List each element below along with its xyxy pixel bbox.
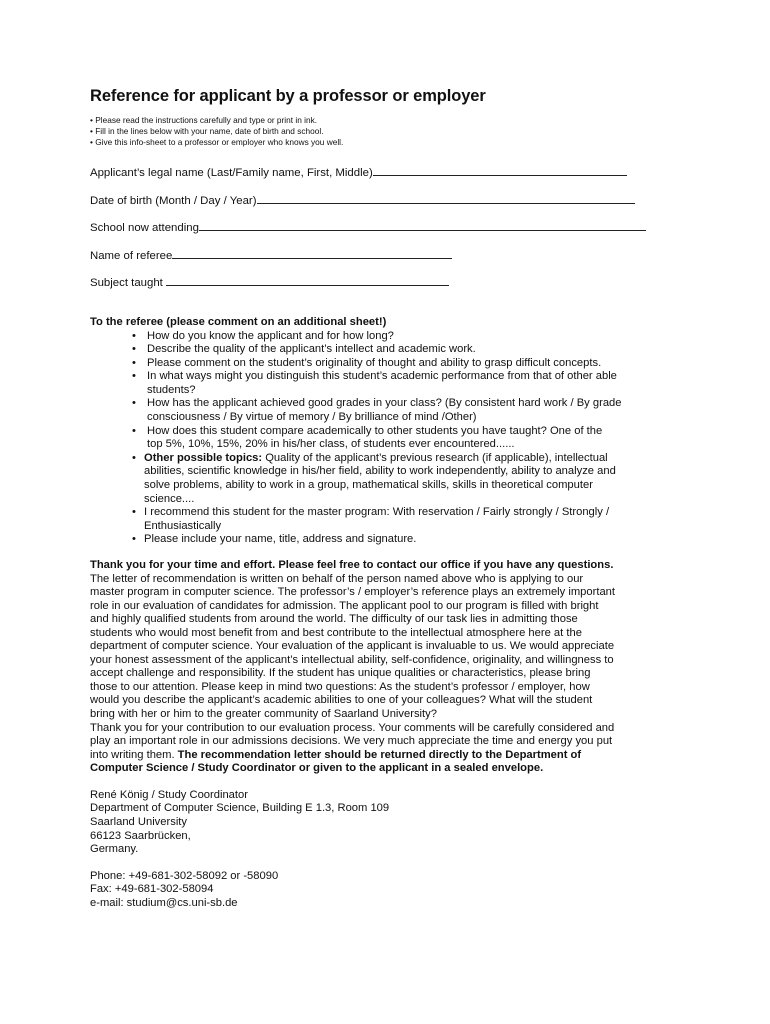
instruction-item: • Give this info-sheet to a professor or employer who knows you well. bbox=[90, 137, 690, 148]
school-line[interactable] bbox=[199, 220, 646, 231]
bullet-icon: • bbox=[132, 424, 136, 437]
referee-question: • Describe the quality of the applicant’s intellect and academic work. bbox=[132, 343, 476, 356]
school-label: School now attending bbox=[90, 222, 199, 234]
bullet-icon: • bbox=[132, 356, 136, 369]
date-of-birth-line[interactable] bbox=[257, 193, 635, 204]
subject-taught-label: Subject taught bbox=[90, 277, 166, 289]
referee-name-line[interactable] bbox=[172, 248, 452, 259]
fax-number: Fax: +49-681-302-58094 bbox=[90, 883, 214, 896]
page-title: Reference for applicant by a professor or employer bbox=[90, 87, 486, 105]
date-of-birth-label: Date of birth (Month / Day / Year) bbox=[90, 194, 257, 207]
email-address[interactable]: e-mail: studium@cs.uni-sb.de bbox=[90, 896, 238, 909]
coordinator-name: René König / Study Coordinator bbox=[90, 788, 248, 801]
bullet-icon: • bbox=[132, 343, 136, 356]
referee-question: • How do you know the applicant and for how long? bbox=[132, 329, 394, 342]
return-instruction-cont: Computer Science / Study Coordinator or given to the applicant in a sealed envelope. bbox=[90, 762, 544, 775]
referee-heading: To the referee (please comment on an additional sheet!) bbox=[90, 316, 387, 328]
referee-question: • Other possible topics: Quality of the applicant’s previous research (if applicable), intellectual abilities, scientific knowledge in his/her field, ability to work independently, ability to analyze and solve problems, ability to work in a group, mathematical skills, skills in theoretical computer science.... bbox=[132, 451, 616, 505]
phone-number: Phone: +49-681-302-58092 or -58090 bbox=[90, 869, 279, 882]
contact-block bbox=[90, 870, 690, 911]
subject-taught-line[interactable] bbox=[166, 275, 449, 286]
instruction-item: • Please read the instructions carefully and type or print in ink. bbox=[90, 115, 690, 126]
subject-taught-field[interactable] bbox=[90, 275, 690, 289]
referee-question: • How has the applicant achieved good grades in your class? (By consistent hard work / By grade consciousness / By virtue of memory / By brilliance of mind /Other) bbox=[132, 397, 622, 424]
referee-question: • How does this student compare academically to other students you have taught? One of the top 5%, 10%, 15%, 20% in his/her class, of students ever encountered...... bbox=[132, 424, 603, 451]
bullet-icon: • bbox=[132, 533, 136, 546]
date-of-birth-field[interactable] bbox=[90, 193, 690, 207]
school-field[interactable] bbox=[90, 220, 690, 234]
applicant-name-field[interactable] bbox=[90, 165, 690, 179]
referee-question: • Please comment on the student’s originality of thought and ability to grasp difficult concepts. bbox=[132, 356, 602, 369]
other-topics-label: Other possible topics: bbox=[144, 451, 263, 464]
referee-name-field[interactable] bbox=[90, 248, 690, 262]
referee-questions bbox=[90, 330, 690, 548]
referee-question: • I recommend this student for the master program: With reservation / Fairly strongly / Strongly / Enthusiastically bbox=[132, 506, 610, 532]
referee-question: • In what ways might you distinguish this student’s academic performance from that of other able students? bbox=[132, 370, 617, 396]
bullet-icon: • bbox=[132, 397, 136, 410]
bullet-icon: • bbox=[132, 506, 136, 519]
instruction-item: • Fill in the lines below with your name, date of birth and school. bbox=[90, 126, 690, 137]
applicant-name-label: Applicant’s legal name (Last/Family name, First, Middle) bbox=[90, 167, 373, 179]
reference-form-page bbox=[90, 86, 690, 911]
applicant-name-line[interactable] bbox=[373, 165, 627, 176]
instructions-list bbox=[90, 115, 690, 148]
address-block: René König / Study Coordinator Department of Computer Science, Building E 1.3, Room 109 Saarland University 66123 Saarbrücken, Germany. bbox=[90, 789, 690, 857]
referee-question: • Please include your name, title, address and signature. bbox=[132, 533, 417, 546]
bullet-icon: • bbox=[132, 329, 136, 342]
return-instruction: The recommendation letter should be returned directly to the Department of bbox=[177, 748, 582, 761]
thank-you-paragraph: Thank you for your time and effort. Please feel free to contact our office if you have any questions. The letter of recommendation is written on behalf of the person named above who is applying to our master program in computer science. The professor’s / employer’s reference plays an extremely important role in our evaluation of candidates for admission. The applicant pool to our program is filled with bright and highly qualified students from around the world. The difficulty of our task lies in admitting those students who would most benefit from and best contribute to the intellectual atmosphere here at the department of computer science. Your evaluation of the applicant is invaluable to us. We would appreciate your honest assessment of the applicant’s intellectual ability, self-confidence, originality, and willingness to accept challenge and responsibility. If the student has unique qualities or characteristics, please bring those to our attention. Please keep in mind two questions: As the student’s professor / employer, how would you describe the applicant’s academic abilities to one of your colleagues? What will the student bring with her or him to the greater community of Saarland University? Thank you for your contribution to our evaluation process. Your comments will be carefully considered and play an important role in our admissions decisions. We very much appreciate the time and energy you put into writing them. The recommendation letter should be returned directly to the Department of Computer Science / Study Coordinator or given to the applicant in a sealed envelope. bbox=[90, 559, 682, 776]
referee-name-label: Name of referee bbox=[90, 249, 173, 262]
thank-you-lead: Thank you for your time and effort. Please feel free to contact our office if you have any questions. bbox=[90, 559, 614, 571]
bullet-icon: • bbox=[132, 370, 136, 383]
bullet-icon: • bbox=[132, 451, 136, 464]
